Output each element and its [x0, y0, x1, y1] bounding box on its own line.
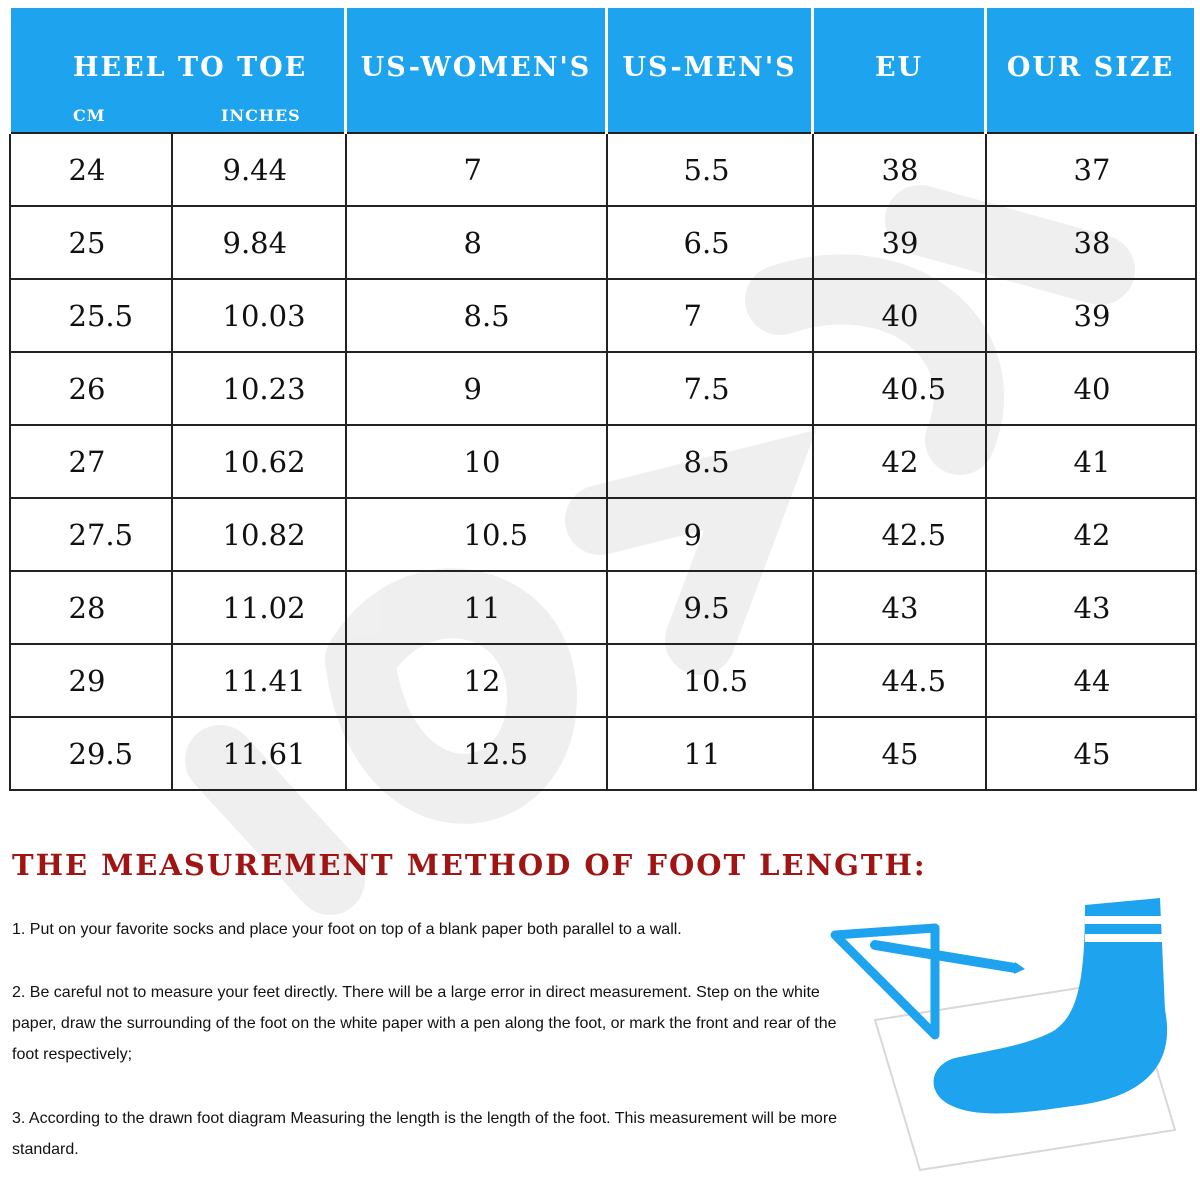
cell-our-size: 40: [986, 352, 1196, 425]
header-our-size-label: OUR SIZE: [1006, 52, 1175, 83]
method-step-3: 3. According to the drawn foot diagram Measuring the length is the length of the foot. This measurement will be more standard.: [12, 1110, 838, 1158]
cell-us-men: 5.5: [607, 133, 813, 206]
header-inches-label: INCHES: [221, 106, 301, 125]
cell-cm: 27: [10, 425, 172, 498]
cell-us-men: 9.5: [607, 571, 813, 644]
size-chart-table: [8, 8, 1197, 791]
table-row: [10, 133, 1196, 206]
cell-eu: 42: [813, 425, 986, 498]
cell-our-size: 44: [986, 644, 1196, 717]
cell-eu: 42.5: [813, 498, 986, 571]
cell-us-women: 8: [346, 206, 607, 279]
cell-our-size: 38: [986, 206, 1196, 279]
cell-cm: 25: [10, 206, 172, 279]
table-header-row: [10, 8, 1196, 133]
header-heel-to-toe: [10, 8, 346, 133]
cell-cm: 28: [10, 571, 172, 644]
cell-us-men: 8.5: [607, 425, 813, 498]
cell-our-size: 41: [986, 425, 1196, 498]
cell-us-women: 8.5: [346, 279, 607, 352]
cell-eu: 38: [813, 133, 986, 206]
cell-us-men: 7.5: [607, 352, 813, 425]
header-our-size: [986, 8, 1196, 133]
cell-our-size: 43: [986, 571, 1196, 644]
cell-inches: 10.03: [172, 279, 346, 352]
cell-our-size: 42: [986, 498, 1196, 571]
table-row: [10, 206, 1196, 279]
cell-inches: 11.61: [172, 717, 346, 790]
cell-our-size: 39: [986, 279, 1196, 352]
cell-us-women: 10: [346, 425, 607, 498]
table-row: [10, 717, 1196, 790]
cell-us-women: 12.5: [346, 717, 607, 790]
cell-eu: 43: [813, 571, 986, 644]
cell-us-women: 7: [346, 133, 607, 206]
cell-cm: 24: [10, 133, 172, 206]
cell-eu: 40: [813, 279, 986, 352]
cell-cm: 26: [10, 352, 172, 425]
cell-cm: 25.5: [10, 279, 172, 352]
cell-us-men: 7: [607, 279, 813, 352]
header-eu-label: EU: [874, 52, 924, 83]
table-row: [10, 425, 1196, 498]
header-us-men: [607, 8, 813, 133]
cell-inches: 11.41: [172, 644, 346, 717]
header-cm-label: CM: [73, 106, 106, 125]
cell-our-size: 45: [986, 717, 1196, 790]
measurement-method-title: THE MEASUREMENT METHOD OF FOOT LENGTH:: [12, 848, 927, 882]
cell-us-men: 11: [607, 717, 813, 790]
cell-inches: 11.02: [172, 571, 346, 644]
cell-cm: 27.5: [10, 498, 172, 571]
cell-us-women: 12: [346, 644, 607, 717]
cell-us-women: 9: [346, 352, 607, 425]
cell-eu: 39: [813, 206, 986, 279]
cell-eu: 45: [813, 717, 986, 790]
header-eu: [813, 8, 986, 133]
table-row: [10, 279, 1196, 352]
cell-cm: 29.5: [10, 717, 172, 790]
cell-inches: 10.82: [172, 498, 346, 571]
header-us-women: [346, 8, 607, 133]
cell-us-women: 10.5: [346, 498, 607, 571]
measurement-illustration: [830, 880, 1200, 1180]
cell-inches: 9.84: [172, 206, 346, 279]
table-row: [10, 571, 1196, 644]
cell-inches: 10.62: [172, 425, 346, 498]
method-step-1: 1. Put on your favorite socks and place your foot on top of a blank paper both parallel to a wall.: [12, 921, 682, 938]
cell-our-size: 37: [986, 133, 1196, 206]
header-us-men-label: US-MEN'S: [622, 52, 797, 83]
header-us-women-label: US-WOMEN'S: [360, 52, 592, 83]
cell-us-men: 9: [607, 498, 813, 571]
cell-inches: 10.23: [172, 352, 346, 425]
cell-eu: 40.5: [813, 352, 986, 425]
pen-icon: [875, 945, 1025, 974]
table-row: [10, 644, 1196, 717]
cell-inches: 9.44: [172, 133, 346, 206]
cell-us-men: 6.5: [607, 206, 813, 279]
cell-us-women: 11: [346, 571, 607, 644]
table-row: [10, 352, 1196, 425]
cell-us-men: 10.5: [607, 644, 813, 717]
method-step-2: 2. Be careful not to measure your feet directly. There will be a large error in direct measurement. Step on the white paper, draw the surrounding of the foot on the white paper with a pen along the foot, or mark the front and rear of the foot respectively;: [12, 984, 837, 1063]
table-row: [10, 498, 1196, 571]
cell-eu: 44.5: [813, 644, 986, 717]
header-heel-to-toe-label: HEEL TO TOE: [73, 52, 308, 83]
cell-cm: 29: [10, 644, 172, 717]
